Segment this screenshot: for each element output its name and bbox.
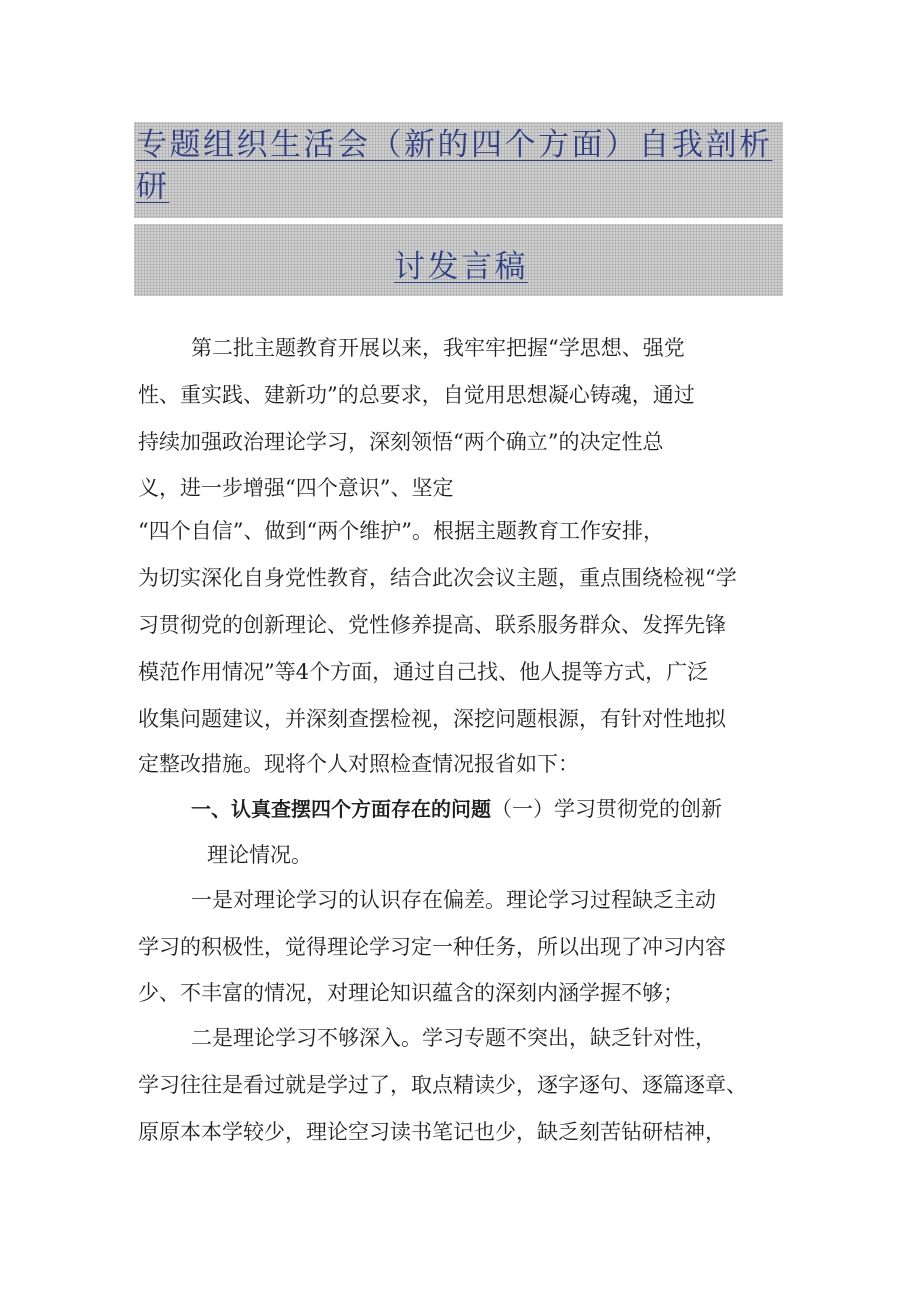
body-text-line: 原原本本学较少，理论空习读书笔记也少，缺乏刻苦钻研桔神， — [138, 1120, 726, 1144]
body-text-line: 少、不丰富的情况，对理论知识蕴含的深刻内涵学握不够； — [138, 981, 684, 1005]
section-heading — [191, 795, 722, 823]
document-title-line-2: 研 — [136, 169, 170, 205]
body-text-line: 模范作用情况”等4个方面，通过自己找、他人提等方式，广泛 — [138, 660, 709, 684]
section-heading-bold: 一、认真查摆四个方面存在的问题 — [191, 797, 491, 821]
body-text-line: 一是对理论学习的认识存在偏差。理论学习过程缺乏主动 — [191, 888, 716, 912]
subsection-heading-continued: 理论情况。 — [207, 843, 312, 867]
document-title-line-1: 专题组织生活会（新的四个方面）自我剖析 — [136, 127, 773, 163]
body-text-line: 定整改措施。现将个人对照检查情况报省如下： — [138, 752, 579, 776]
body-text-line: 性、重实践、建新功”的总要求，自觉用思想凝心铸魂，通过 — [138, 383, 695, 407]
body-text-line: 二是理论学习不够深入。学习专题不突出，缺乏针对性， — [191, 1026, 716, 1050]
body-text-line: 为切实深化自身党性教育，结合此次会议主题，重点围绕检视“学 — [138, 566, 737, 590]
body-text-line: 第二批主题教育开展以来，我牢牢把握“学思想、强党 — [191, 336, 685, 360]
body-text-line: 收集问题建议，并深刻查摆检视，深挖问题根源，有针对性地拟 — [138, 707, 726, 731]
body-text-line: “四个自信”、做到“两个维护”。根据主题教育工作安排， — [138, 519, 664, 543]
body-text-line: 义，进一步增强“四个意识”、坚定 — [138, 476, 454, 500]
body-text-line: 学习的积极性，觉得理论学习定一种任务，所以出现了冲习内容 — [138, 935, 726, 959]
document-title-line-3: 讨发言稿 — [394, 249, 528, 285]
body-text-line: 持续加强政治理论学习，深刻领悟“两个确立”的决定性总 — [138, 430, 664, 454]
subsection-heading: （一）学习贯彻党的创新 — [491, 797, 722, 821]
body-text-line: 习贯彻党的创新理论、党性修养提高、联系服务群众、发挥先锋 — [138, 613, 726, 637]
body-text-line: 学习往往是看过就是学过了，取点精读少，逐字逐句、逐篇逐章、 — [138, 1073, 747, 1097]
